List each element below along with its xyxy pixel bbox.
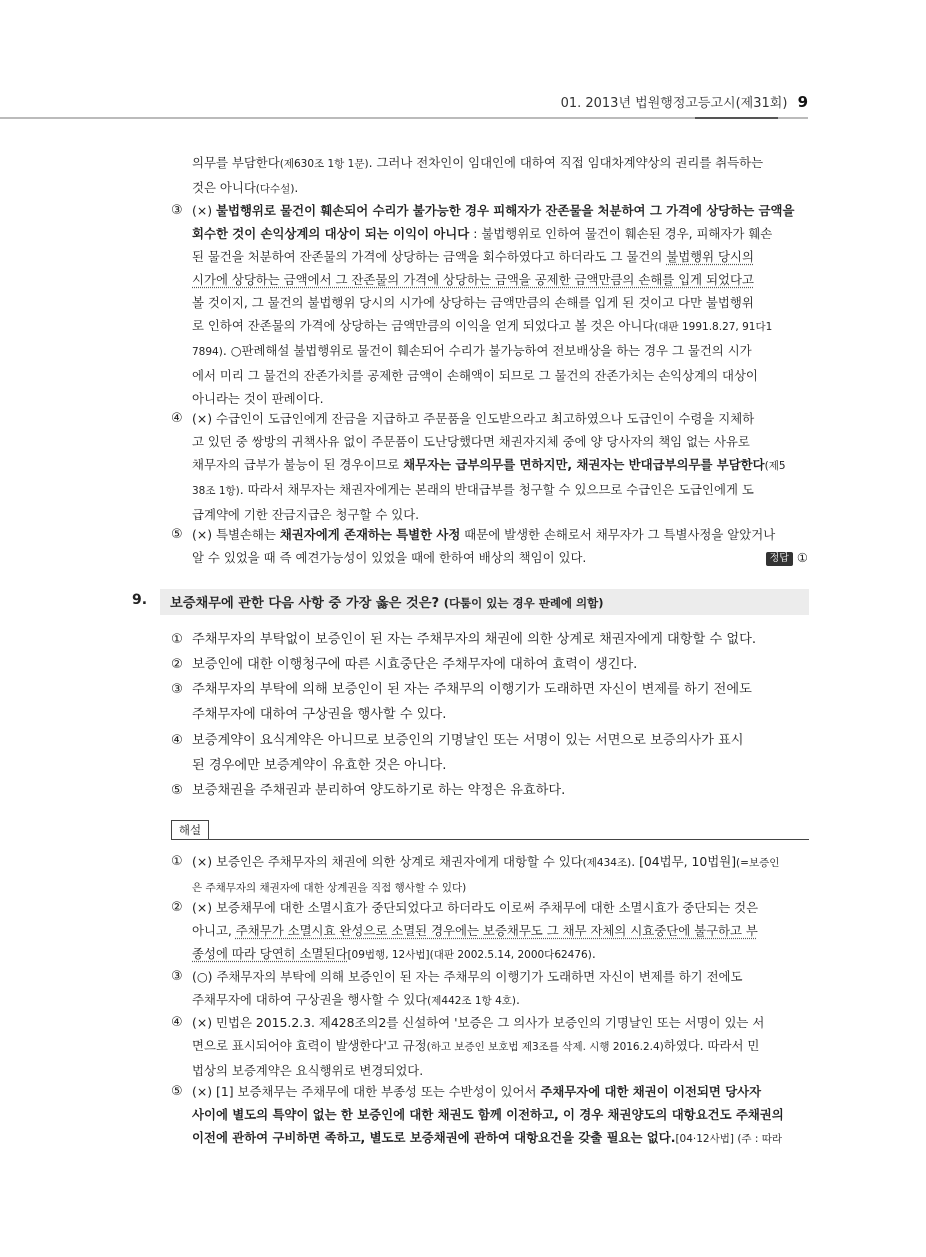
question-text: 보증채무에 관한 다음 사항 중 가장 옳은 것은? (다툼이 있는 경우 판례에 의함) — [170, 596, 604, 611]
exp-item-5-number: ⑤ — [171, 1084, 183, 1099]
answer-badge: 정답 — [766, 552, 793, 566]
exp-item-1: (×) 보증인은 주채무자의 채권에 의한 상계로 채권자에게 대항할 수 있다(제434조). [04법무, 10법원](=보증인 은 주채무자의 채권자에 대한 상계권을 직접 행사할 수 있다) — [192, 854, 780, 894]
exp-item-4: (×) 민법은 2015.2.3. 제428조의2를 신설하여 '보증은 그 의사가 보증인의 기명날인 또는 서명이 있는 서 면으로 표시되어야 효력이 발생한다'고 규정(하고 보증인 보호법 제3조를 삭제. 시행 2016.2.4)하였다. 따라서 민 법상의 보증계약은 요식행위로 변경되었다. — [192, 1015, 765, 1078]
explanation-label: 해설 — [171, 820, 209, 839]
prev-item-4: (×) 수급인이 도급인에게 잔금을 지급하고 주문품을 인도받으라고 최고하였으나 도급인이 수령을 지체하 고 있던 중 쌍방의 귀책사유 없이 주문품이 도난당했다면 채권자지체 중에 양 당사자의 책임 없는 사유로 채무자의 급부가 불능이 된 경우이므로 채무자는 급부의무를 면하지만, 채권자는 반대급부의무를 부담한다(제5 38조 1항). 따라서 채무자는 채권자에게는 본래의 반대급부를 청구할 수 있으므로 수급인은 도급인에게 도 급계약에 기한 잔금지급은 청구할 수 있다. — [192, 411, 786, 522]
option-3-number: ③ — [171, 682, 183, 697]
exp-item-4-number: ④ — [171, 1015, 183, 1030]
header-title: 01. 2013년 법원행정고등고시(제31회) — [560, 96, 788, 111]
prev-continuation: 의무를 부담한다(제630조 1항 1문). 그러나 전차인이 임대인에 대하여 직접 임대차계약상의 권리를 취득하는 것은 아니다(다수설). — [192, 155, 764, 195]
explanation-rule — [171, 839, 809, 840]
prev-item-5: (×) 특별손해는 채권자에게 존재하는 특별한 사정 때문에 발생한 손해로서 채무자가 그 특별사정을 알았거나 알 수 있었을 때 즉 예견가능성이 있었을 때에 한하여 배상의 책임이 있다. — [192, 527, 776, 565]
exp-item-3: (○) 주채무자의 부탁에 의해 보증인이 된 자는 주채무의 이행기가 도래하면 자신이 변제를 하기 전에도 주채무자에 대하여 구상권을 행사할 수 있다(제442조 1항 4호). — [192, 969, 743, 1007]
prev-item-3-number: ③ — [171, 203, 183, 218]
exp-item-3-number: ③ — [171, 969, 183, 984]
header-rule — [0, 117, 808, 119]
option-1: 주채무자의 부탁없이 보증인이 된 자는 주채무자의 채권에 의한 상계로 채권자에게 대항할 수 없다. — [192, 632, 757, 647]
question-number: 9. — [132, 592, 148, 608]
page-number: 9 — [797, 93, 808, 111]
exp-item-1-number: ① — [171, 854, 183, 869]
option-1-number: ① — [171, 632, 183, 647]
prev-item-4-number: ④ — [171, 411, 183, 426]
exp-item-2-number: ② — [171, 900, 183, 915]
prev-item-5-number: ⑤ — [171, 527, 183, 542]
option-2-number: ② — [171, 657, 183, 672]
exp-item-2: (×) 보증채무에 대한 소멸시효가 중단되었다고 하더라도 이로써 주채무에 대한 소멸시효가 중단되는 것은 아니고, 주채무가 소멸시효 완성으로 소멸된 경우에는 보증채무도 그 채무 자체의 시효중단에 불구하고 부 종성에 따라 당연히 소멸된다[09법행, 12사법](대판 2002.5.14, 2000다62476). — [192, 900, 759, 961]
option-2: 보증인에 대한 이행청구에 따른 시효중단은 주채무자에 대하여 효력이 생긴다. — [192, 657, 638, 672]
option-5: 보증채권을 주채권과 분리하여 양도하기로 하는 약정은 유효하다. — [192, 783, 566, 798]
answer-value: ① — [796, 550, 808, 565]
option-4: 보증계약이 요식계약은 아니므로 보증인의 기명날인 또는 서명이 있는 서면으로 보증의사가 표시 된 경우에만 보증계약이 유효한 것은 아니다. — [192, 733, 744, 773]
option-5-number: ⑤ — [171, 783, 183, 798]
running-header — [561, 92, 808, 111]
option-4-number: ④ — [171, 733, 183, 748]
exp-item-5: (×) [1] 보증채무는 주채무에 대한 부종성 또는 수반성이 있어서 주채무자에 대한 채권이 이전되면 당사자 사이에 별도의 특약이 없는 한 보증인에 대한 채권도 함께 이전하고, 이 경우 채권양도의 대항요건도 주채권의 이전에 관하여 구비하면 족하고, 별도로 보증채권에 관하여 대항요건을 갖출 필요는 없다.[04·12사법] (주 : 따라 — [192, 1084, 784, 1145]
answer-indicator — [766, 546, 808, 569]
option-3: 주채무자의 부탁에 의해 보증인이 된 자는 주채무의 이행기가 도래하면 자신이 변제를 하기 전에도 주채무자에 대하여 구상권을 행사할 수 있다. — [192, 682, 752, 722]
prev-item-3: (×) 불법행위로 물건이 훼손되어 수리가 불가능한 경우 피해자가 잔존물을 처분하여 그 가격에 상당하는 금액을 회수한 것이 손익상계의 대상이 되는 이익이 아니다 : 불법행위로 인하여 물건이 훼손된 경우, 피해자가 훼손 된 물건을 처분하여 잔존물의 가격에 상당하는 금액을 회수하였다고 하더라도 그 물건의 불법행위 당시의 시가에 상당하는 금액에서 그 잔존물의 가격에 상당하는 금액을 공제한 금액만큼의 손해를 입게 되었다고 볼 것이지, 그 물건의 불법행위 당시의 시가에 상당하는 금액만큼의 손해를 입게 된 것이고 다만 불법행위 로 인하여 잔존물의 가격에 상당하는 금액만큼의 이익을 얻게 되었다고 볼 것은 아니다(대판 1991.8.27, 91다1 7894). ○판례해설 불법행위로 물건이 훼손되어 수리가 불가능하여 전보배상을 하는 경우 그 물건의 시가 에서 미리 그 물건의 잔존가치를 공제한 금액이 손해액이 되므로 그 물건의 잔존가치는 손익상계의 대상이 아니라는 것이 판례이다. — [192, 203, 795, 406]
